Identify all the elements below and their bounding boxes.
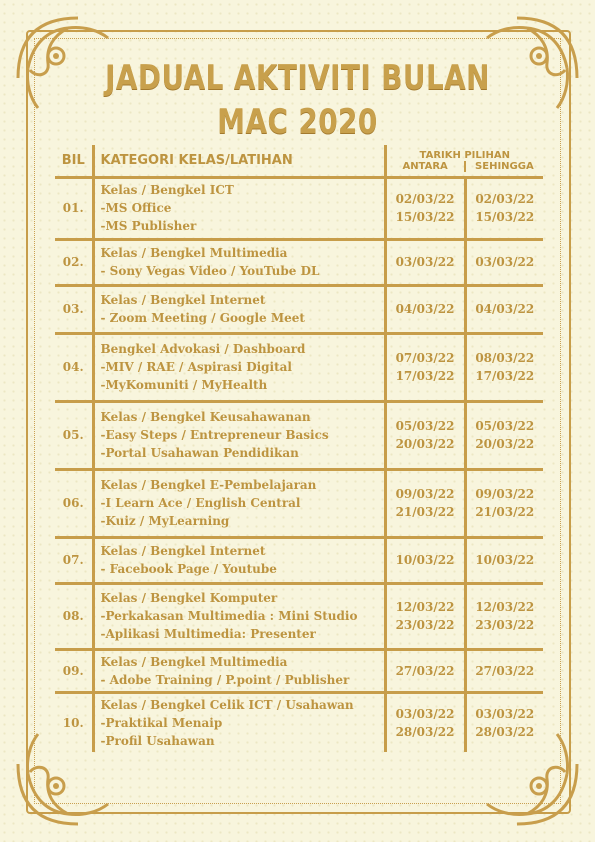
date-value: 10/03/22	[475, 553, 535, 567]
table-row	[55, 649, 543, 692]
date-value: 02/03/22	[395, 192, 455, 206]
date-value: 07/03/22	[395, 351, 455, 365]
row-number: 10.	[62, 715, 84, 730]
category-line: Kelas / Bengkel E-Pembelajaran	[100, 478, 317, 492]
row-antara-date	[385, 177, 465, 239]
row-category	[93, 583, 385, 649]
date-value: 12/03/22	[395, 600, 455, 614]
date-value: 08/03/22	[475, 351, 535, 365]
row-number: 05.	[62, 428, 84, 442]
category-line: Kelas / Bengkel Internet	[100, 293, 266, 307]
category-line: - Adobe Training / P.point / Publisher	[100, 672, 350, 687]
row-category	[93, 537, 385, 583]
header-bil: BIL	[61, 152, 85, 168]
category-line: Kelas / Bengkel Multimedia	[100, 246, 288, 260]
row-sehingga-date	[465, 333, 543, 401]
category-line: -MyKomuniti / MyHealth	[100, 378, 268, 392]
date-value: 17/03/22	[475, 369, 535, 383]
date-value: 21/03/22	[395, 505, 455, 519]
date-value: 28/03/22	[395, 724, 455, 739]
date-value: 09/03/22	[395, 487, 455, 501]
category-line: -Kuiz / MyLearning	[100, 514, 230, 528]
header-tarikh	[385, 145, 543, 177]
category-line: Bengkel Advokasi / Dashboard	[100, 342, 306, 356]
table-row	[55, 177, 543, 239]
header-antara: ANTARA	[387, 161, 466, 172]
page-subtitle: MAC 2020	[217, 102, 378, 142]
row-number: 02.	[62, 255, 84, 269]
category-line: - Zoom Meeting / Google Meet	[100, 311, 305, 325]
row-sehingga-date	[465, 649, 543, 692]
row-number: 09.	[62, 663, 84, 678]
category-line: - Facebook Page / Youtube	[100, 562, 277, 576]
row-category	[93, 692, 385, 752]
category-line: Kelas / Bengkel Celik ICT / Usahawan	[100, 697, 354, 712]
row-category	[93, 285, 385, 333]
date-value: 04/03/22	[475, 302, 535, 316]
table-row	[55, 583, 543, 649]
category-line: -MIV / RAE / Aspirasi Digital	[100, 360, 292, 374]
category-line: -MS Office	[100, 201, 172, 215]
row-category	[93, 649, 385, 692]
row-category	[93, 239, 385, 285]
category-line: Kelas / Bengkel Internet	[100, 544, 266, 558]
table-row	[55, 537, 543, 583]
date-value: 15/03/22	[475, 210, 535, 224]
row-number: 01.	[62, 201, 84, 215]
date-value: 03/03/22	[395, 255, 455, 269]
table-row	[55, 333, 543, 401]
row-category	[93, 469, 385, 537]
row-number: 08.	[62, 609, 84, 623]
table-row	[55, 469, 543, 537]
category-line: -Portal Usahawan Pendidikan	[100, 446, 299, 460]
row-antara-date	[385, 537, 465, 583]
row-antara-date	[385, 649, 465, 692]
row-number: 03.	[62, 302, 84, 316]
row-category	[93, 177, 385, 239]
date-value: 27/03/22	[395, 663, 455, 678]
category-line: Kelas / Bengkel Keusahawanan	[100, 410, 311, 424]
date-value: 05/03/22	[395, 419, 455, 433]
row-sehingga-date	[465, 285, 543, 333]
row-sehingga-date	[465, 177, 543, 239]
date-value: 28/03/22	[475, 724, 535, 739]
date-value: 02/03/22	[475, 192, 535, 206]
schedule-table	[55, 145, 543, 752]
date-value: 23/03/22	[475, 618, 535, 632]
row-number: 06.	[62, 496, 84, 510]
row-sehingga-date	[465, 239, 543, 285]
date-value: 12/03/22	[475, 600, 535, 614]
header-tarikh-label: TARIKH PILIHAN	[419, 150, 510, 162]
row-sehingga-date	[465, 469, 543, 537]
date-value: 27/03/22	[475, 663, 535, 678]
category-line: Kelas / Bengkel Komputer	[100, 591, 278, 605]
date-value: 23/03/22	[395, 618, 455, 632]
date-value: 04/03/22	[395, 302, 455, 316]
category-line: Kelas / Bengkel Multimedia	[100, 654, 288, 669]
row-antara-date	[385, 333, 465, 401]
row-category	[93, 333, 385, 401]
category-line: -I Learn Ace / English Central	[100, 496, 301, 510]
date-value: 09/03/22	[475, 487, 535, 501]
table-row	[55, 401, 543, 469]
row-sehingga-date	[465, 692, 543, 752]
table-row	[55, 692, 543, 752]
row-antara-date	[385, 401, 465, 469]
row-antara-date	[385, 692, 465, 752]
row-antara-date	[385, 469, 465, 537]
date-value: 20/03/22	[475, 437, 535, 451]
row-number: 07.	[62, 553, 84, 567]
table-row	[55, 285, 543, 333]
date-value: 03/03/22	[475, 706, 535, 721]
header-sehingga: SEHINGGA	[475, 161, 534, 173]
category-line: -Aplikasi Multimedia: Presenter	[100, 627, 316, 641]
category-line: Kelas / Bengkel ICT	[100, 183, 234, 197]
row-category	[93, 401, 385, 469]
date-value: 17/03/22	[395, 369, 455, 383]
date-value: 10/03/22	[395, 553, 455, 567]
header-kategori: KATEGORI KELAS/LATIHAN	[93, 145, 385, 177]
category-line: - Sony Vegas Video / YouTube DL	[100, 264, 320, 278]
table-header-row	[55, 145, 543, 177]
table-row	[55, 239, 543, 285]
date-value: 05/03/22	[475, 419, 535, 433]
row-sehingga-date	[465, 401, 543, 469]
date-value: 03/03/22	[475, 255, 535, 269]
date-value: 20/03/22	[395, 437, 455, 451]
date-value: 03/03/22	[395, 706, 455, 721]
date-value: 15/03/22	[395, 210, 455, 224]
row-antara-date	[385, 239, 465, 285]
date-value: 21/03/22	[475, 505, 535, 519]
category-line: -Perkakasan Multimedia : Mini Studio	[100, 609, 358, 623]
category-line: -MS Publisher	[100, 219, 197, 233]
row-antara-date	[385, 285, 465, 333]
page-title: JADUAL AKTIVITI BULAN	[105, 58, 490, 98]
category-line: -Praktikal Menaip	[100, 715, 223, 730]
category-line: -Profil Usahawan	[100, 733, 215, 748]
category-line: -Easy Steps / Entrepreneur Basics	[100, 428, 329, 442]
row-number: 04.	[62, 360, 84, 374]
row-antara-date	[385, 583, 465, 649]
row-sehingga-date	[465, 537, 543, 583]
row-sehingga-date	[465, 583, 543, 649]
